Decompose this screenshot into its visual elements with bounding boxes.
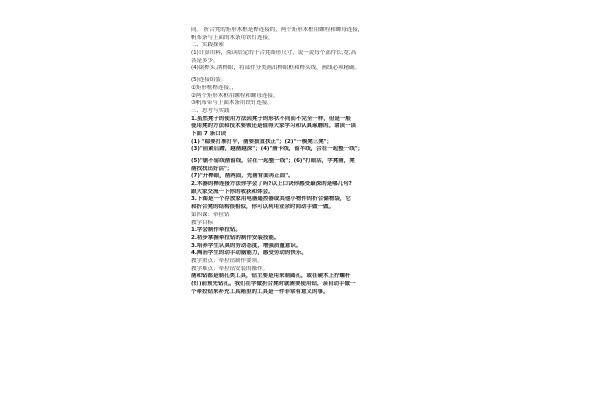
list-item: 4.陶冶学生的动手动脑能力，感受劳动的快乐。 [191, 250, 307, 257]
text-line: (3)"前紧后蹭，越凿越深"；(4)"凿卡线，留半线，合在一起整一线"； [191, 146, 364, 153]
list-item: 3.培养学生认真的劳动态度，增强质量意识。 [191, 242, 302, 249]
text-line: 教学难点：牵拉钻安装的操作。 [191, 265, 269, 272]
section-heading: 二、实践探索 [191, 42, 225, 49]
list-item: ③帆布带与上面木条用铁钉连接。 [191, 100, 273, 107]
section-heading: 三、思考与实践 [191, 107, 230, 114]
text-line: (5)连接组装： [191, 77, 227, 84]
text-line: 下面 7 条口诀 [191, 130, 227, 137]
section-heading: 教学目标 [191, 219, 214, 226]
text-line: 凿和钻都是制孔类工具，钻主要是用来制圆孔，或在硬木上拧螺杆 [191, 273, 351, 280]
lesson-title: 第四课：牵拉钻 [191, 211, 230, 218]
list-item: 1.学会制作牵拉钻。 [191, 227, 241, 234]
text-line: (1)计算用料，阅读给定的于合凳图形尺寸，说一说每个部件长,宽,高 [191, 50, 357, 57]
list-item: ①矩形框榫连接。， [191, 84, 238, 91]
list-item: 2.初步掌握牵拉钻的制作安装技能。 [191, 234, 280, 241]
text-line: 凿找找出好活"； [191, 165, 233, 172]
text-line: (7)"开榫眼，凿两面，先凿背面再正面"。 [191, 173, 294, 180]
text-line: (钉)前预先钻孔。我们在学做折合凳时就需要使用钻，亲自动手做一 [191, 281, 356, 287]
text-line: (5)"锯不留线凿留线，合在一起整一线"；(6)"打眼活，学凳凿，凳 [191, 158, 355, 164]
text-line: 个牵拉钻来补充工具箱里的工具是一件非常有意义的事。 [191, 288, 329, 295]
text-line: 各是多少。 [191, 57, 219, 64]
text-line: 3.下图是一个存放家用电器遥控器或其他小物件的折合储物袋，它 [191, 196, 351, 203]
text-line: 教学重点：牵拉钻制作要领。 [191, 257, 263, 264]
text-line: 跟大家交流一下你的收获和体会。 [191, 188, 274, 195]
text-line: 2.木器的榫连接方法你学会了吗?以上口诀你感受最深的是哪几句? [191, 181, 352, 188]
document-page [191, 27, 417, 296]
text-line: (4)锯榫头,凿榫眼，将部件分类画出榫眼框和榫头线，画线必须精确。 [191, 65, 361, 72]
text-line: 同。 折合凳的矩形木框是榫连接的，两个矩形木框用螺栓和螺母连接， [191, 27, 364, 33]
text-line: 1.虽然凳子的使用方法因凳子的形状不同而不完全一样，但是一般 [191, 115, 351, 122]
text-line: 使用凳的方法和技术要领还是值得大家学习和认真琢磨的。请读一读 [191, 123, 357, 130]
list-item: ②两个矩形木框用螺栓和螺母连接。 [191, 92, 279, 99]
text-line: (1) "稳要打准打平，凿要拔直扶正"；(2)"一模凳三凳"； [191, 138, 333, 145]
text-line: 帆布条与上面的木条用铁钉连接。 [191, 34, 274, 41]
text-line: 和折合凳的结构很相似，你可以利用业余时间动手做一做。 [191, 204, 335, 211]
